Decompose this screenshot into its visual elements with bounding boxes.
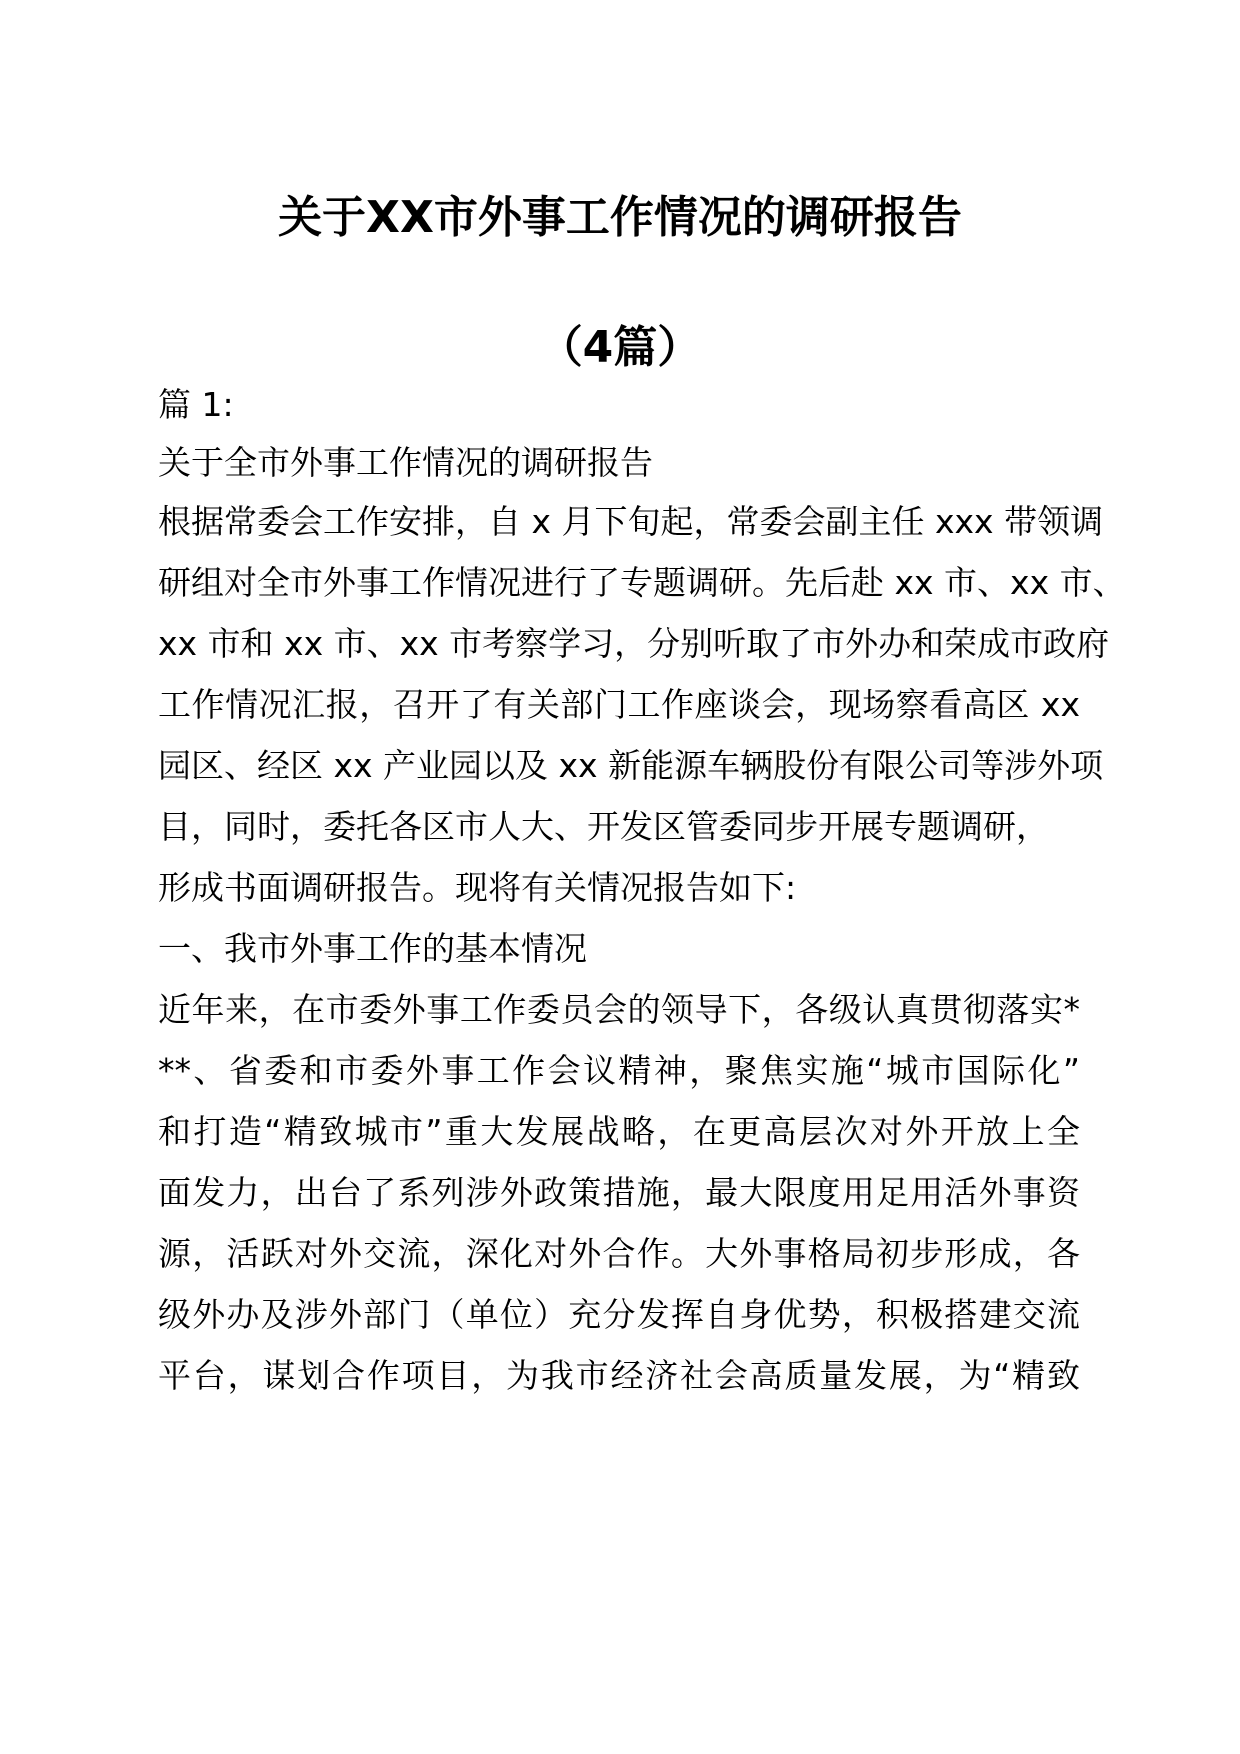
document-title: 关于XX市外事工作情况的调研报告 <box>278 192 962 243</box>
body-line: 平台，谋划合作项目，为我市经济社会高质量发展，为“精致 <box>158 1356 1080 1395</box>
section-label: 篇 1: <box>158 385 234 424</box>
report-heading: 关于全市外事工作情况的调研报告 <box>158 443 653 482</box>
body-line: 和打造“精致城市”重大发展战略，在更高层次对外开放上全 <box>158 1112 1080 1151</box>
body-line: 形成书面调研报告。现将有关情况报告如下: <box>158 868 797 907</box>
body-line: 研组对全市外事工作情况进行了专题调研。先后赴 xx 市、xx 市、 <box>158 563 1126 602</box>
body-line: 面发力，出台了系列涉外政策措施，最大限度用足用活外事资 <box>158 1173 1080 1212</box>
body-line: xx 市和 xx 市、xx 市考察学习，分别听取了市外办和荣成市政府 <box>158 624 1110 663</box>
body-line: 近年来，在市委外事工作委员会的领导下，各级认真贯彻落实* <box>158 990 1080 1029</box>
section-heading: 一、我市外事工作的基本情况 <box>158 929 587 968</box>
body-line: 工作情况汇报，召开了有关部门工作座谈会，现场察看高区 xx <box>158 685 1080 724</box>
body-line: **、省委和市委外事工作会议精神，聚焦实施“城市国际化” <box>158 1051 1080 1090</box>
body-line: 根据常委会工作安排，自 x 月下旬起，常委会副主任 xxx 带领调 <box>158 502 1104 541</box>
body-line: 源，活跃对外交流，深化对外合作。大外事格局初步形成，各 <box>158 1234 1080 1273</box>
body-line: 园区、经区 xx 产业园以及 xx 新能源车辆股份有限公司等涉外项 <box>158 746 1104 785</box>
body-line: 级外办及涉外部门（单位）充分发挥自身优势，积极搭建交流 <box>158 1295 1080 1334</box>
body-line: 目，同时，委托各区市人大、开发区管委同步开展专题调研， <box>158 807 1049 846</box>
document-subtitle: （4篇） <box>538 322 702 373</box>
